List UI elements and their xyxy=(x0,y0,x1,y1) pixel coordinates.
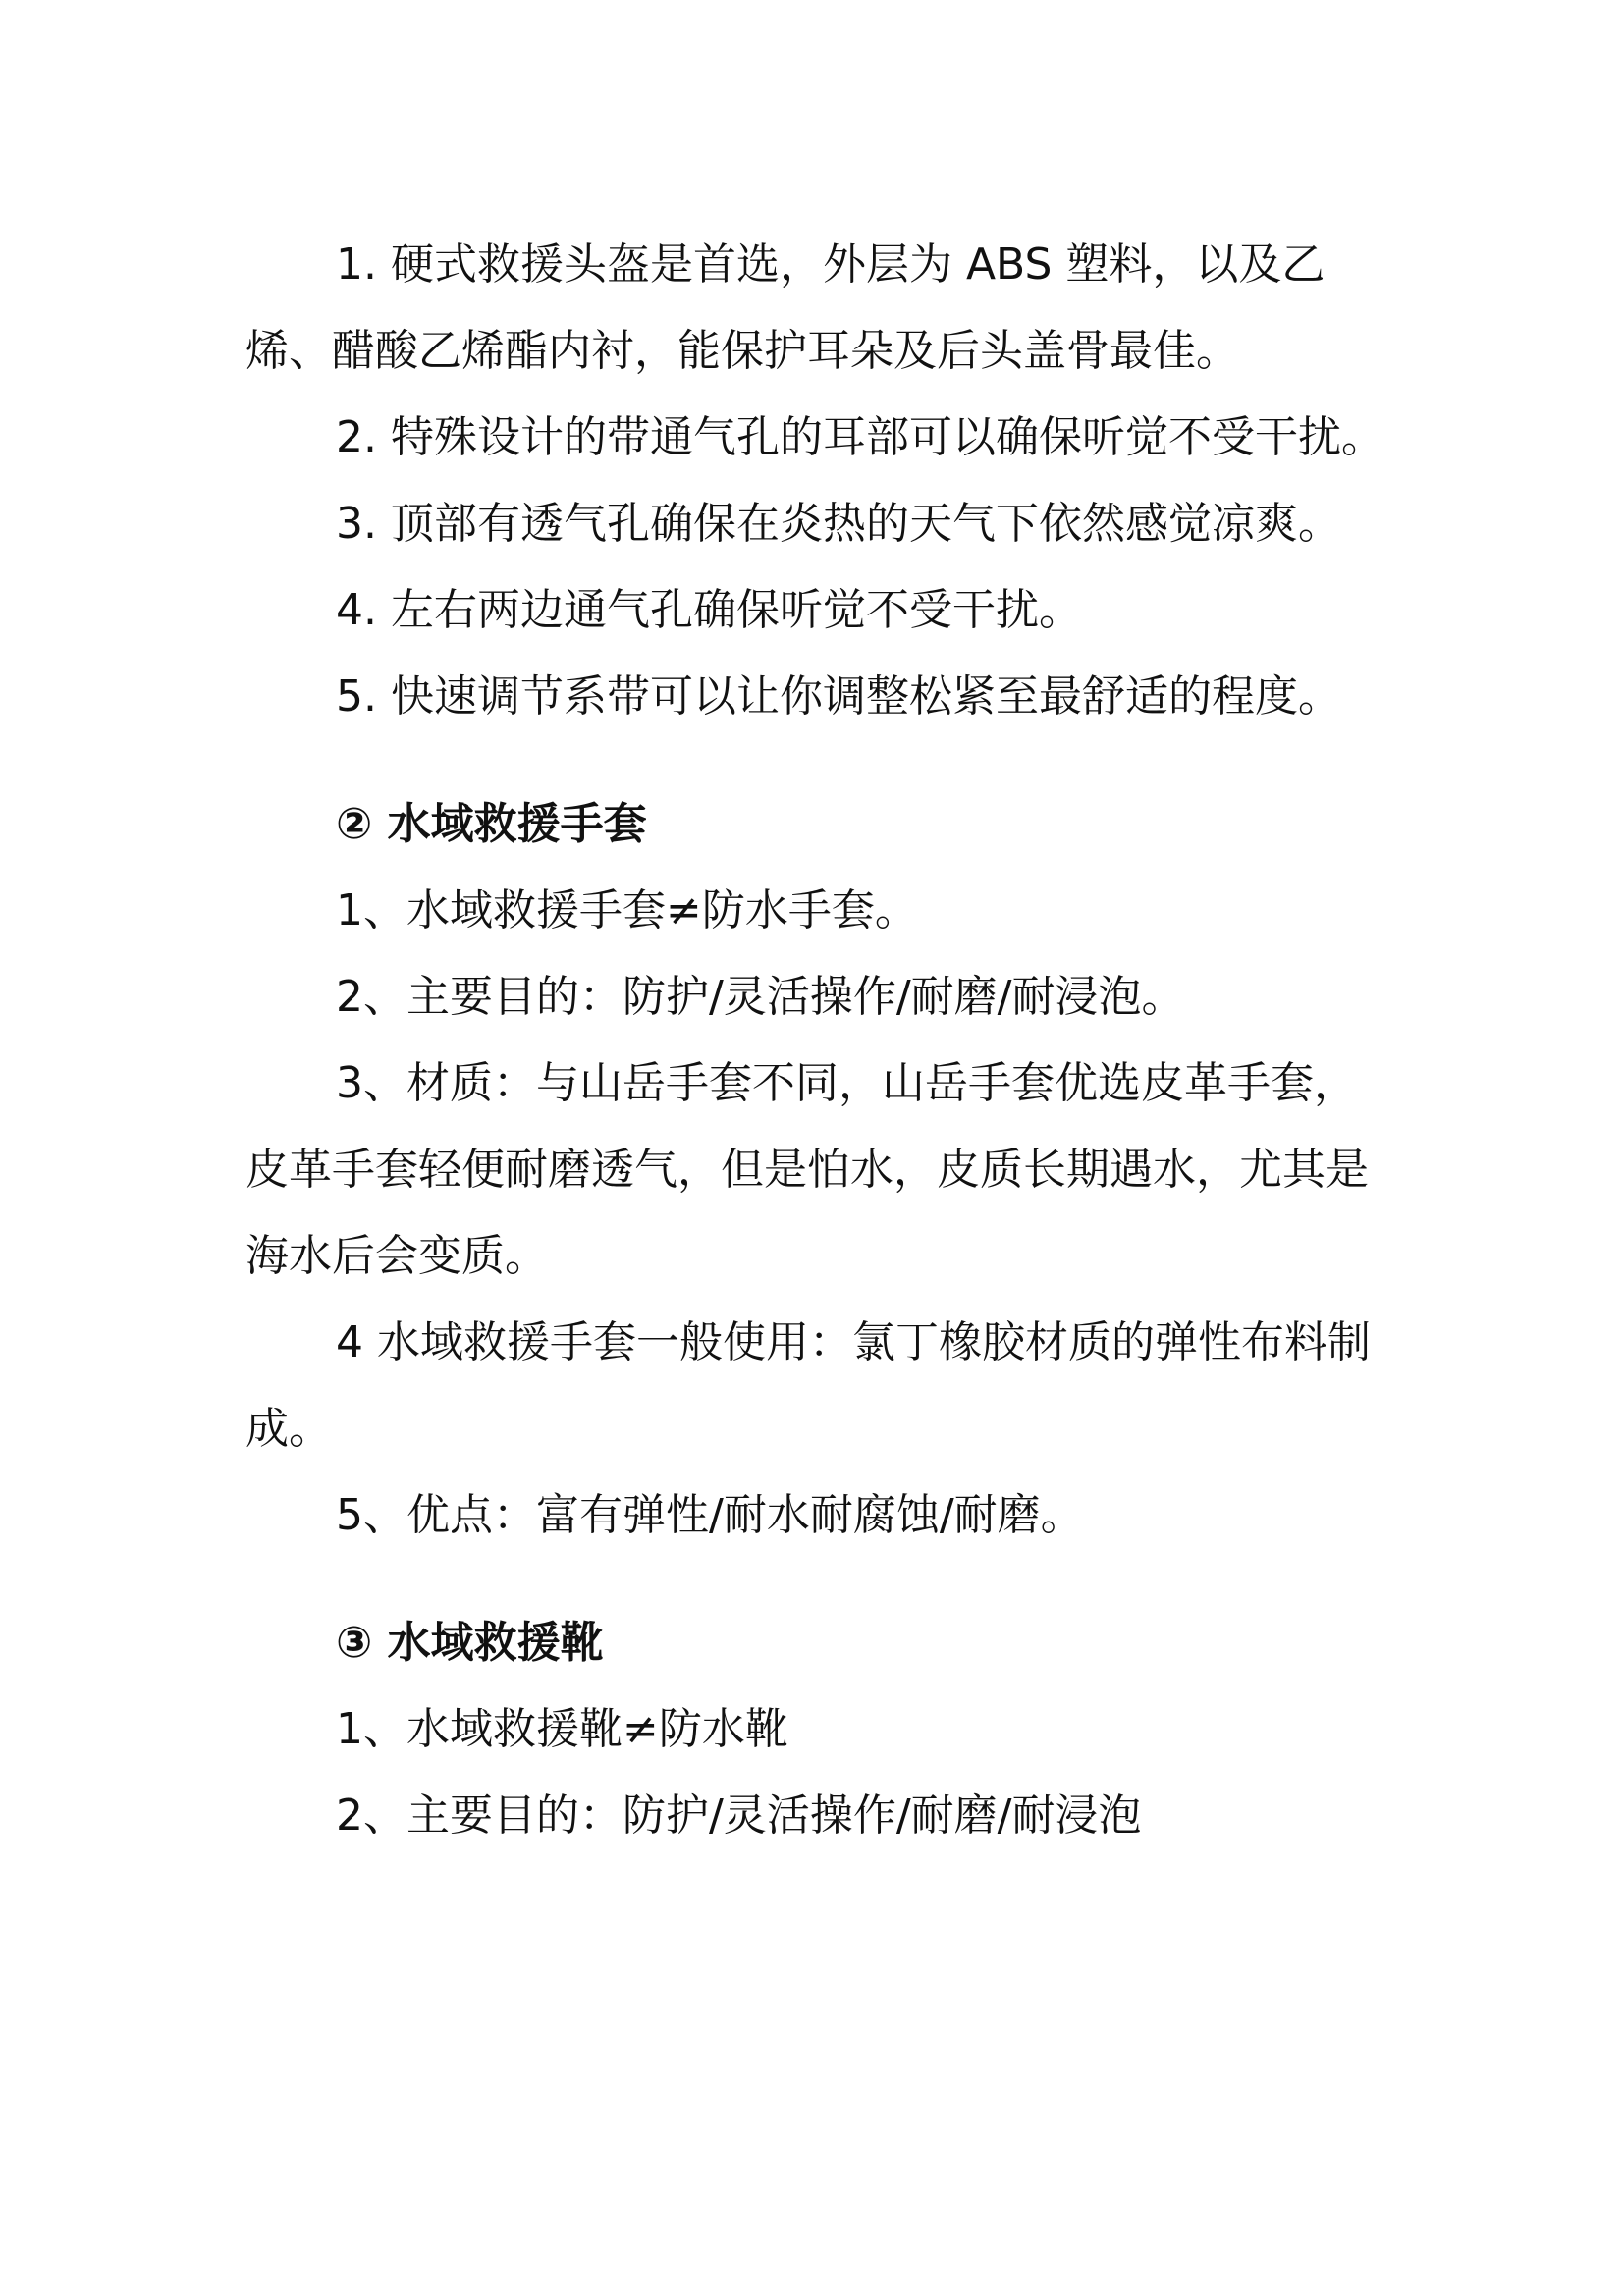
boots-item-1: 1、水域救援靴≠防水靴 xyxy=(336,1704,788,1754)
gloves-item-2: 2、主要目的：防护/灵活操作/耐磨/耐浸泡。 xyxy=(336,972,1185,1022)
boots-item-2: 2、主要目的：防护/灵活操作/耐磨/耐浸泡 xyxy=(336,1790,1142,1841)
helmet-item-4: 4. 左右两边通气孔确保听觉不受干扰。 xyxy=(336,585,1082,635)
section-spacer xyxy=(245,740,1384,781)
helmet-item-5: 5. 快速调节系带可以让你调整松紧至最舒适的程度。 xyxy=(336,671,1341,721)
gloves-item-1: 1、水域救援手套≠防水手套。 xyxy=(336,885,918,935)
gloves-section xyxy=(245,781,1384,1559)
gloves-item-3: 3、材质：与山岳手套不同，山岳手套优选皮革手套，皮革手套轻便耐磨透气，但是怕水，皮质长期遇水，尤其是海水后会变质。 xyxy=(245,1058,1369,1281)
helmet-item-1: 1. 硬式救援头盔是首选，外层为 ABS 塑料，以及乙烯、醋酸乙烯酯内衬，能保护耳朵及后头盖骨最佳。 xyxy=(245,240,1326,376)
helmet-item-2: 2. 特殊设计的带通气孔的耳部可以确保听觉不受干扰。 xyxy=(336,412,1384,462)
gloves-heading: ② 水域救援手套 xyxy=(336,799,647,849)
gloves-item-4: 4 水域救援手套一般使用：氯丁橡胶材质的弹性布料制成。 xyxy=(245,1317,1371,1454)
document-body xyxy=(245,222,1384,1859)
helmet-section xyxy=(245,222,1384,740)
boots-section xyxy=(245,1600,1384,1859)
helmet-item-3: 3. 顶部有透气孔确保在炎热的天气下依然感觉凉爽。 xyxy=(336,499,1341,549)
section-spacer xyxy=(245,1559,1384,1600)
boots-heading: ③ 水域救援靴 xyxy=(336,1618,604,1668)
gloves-item-5: 5、优点：富有弹性/耐水耐腐蚀/耐磨。 xyxy=(336,1490,1084,1540)
